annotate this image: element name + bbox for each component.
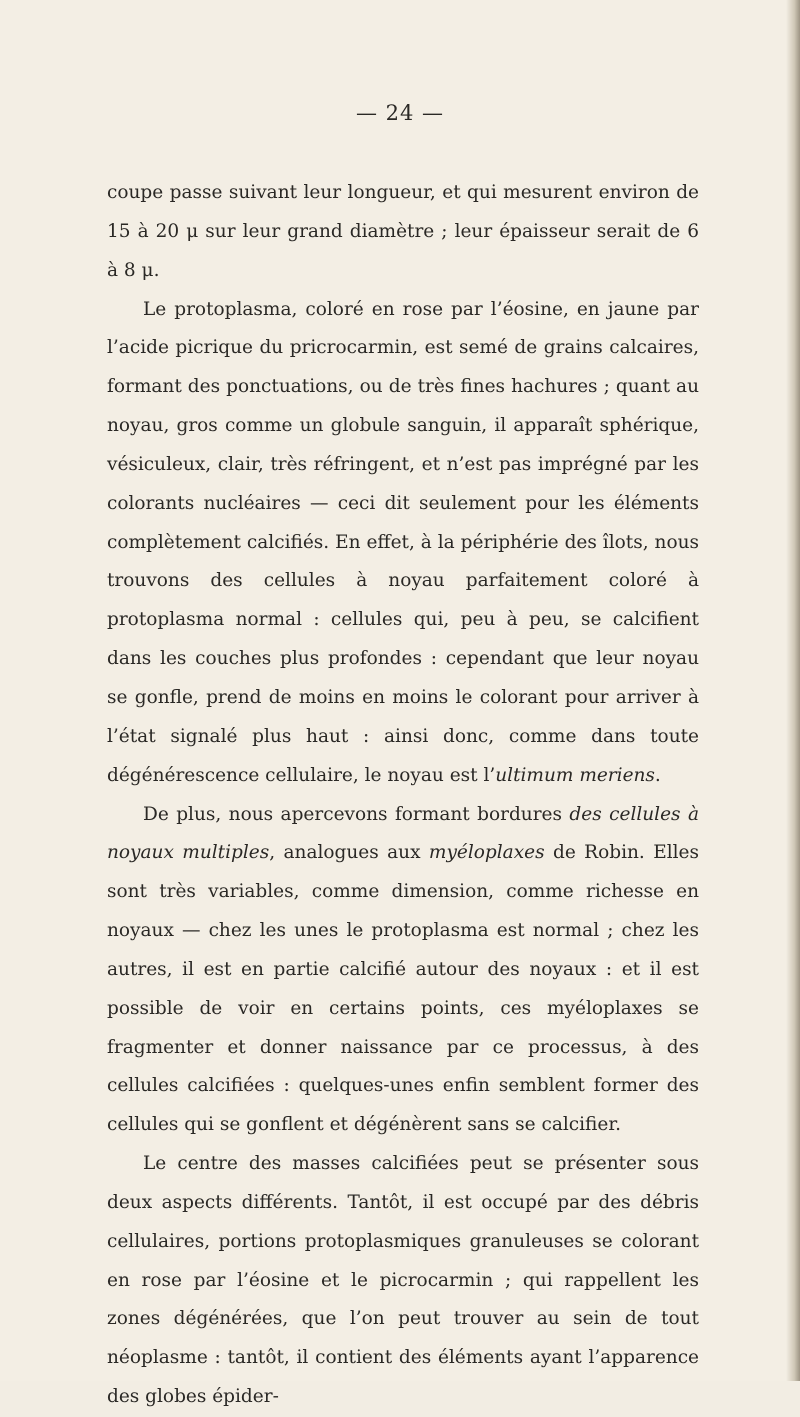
italic-text: myéloplaxes [428,842,545,864]
paragraph-3 [107,796,699,1146]
paragraph-1 [107,174,699,291]
body-text [107,174,699,1417]
italic-text: ultimum meriens [495,764,655,786]
paragraph-2 [107,291,699,796]
italic-text: des cellules à noyaux multiples [107,803,699,864]
text-run: De plus, nous apercevons formant bordures [143,803,570,825]
paragraph-4 [107,1145,699,1417]
page-number: — 24 — [355,101,445,125]
text-run: , analogues aux [269,842,429,864]
text-run: . [654,764,661,786]
text-run: de Robin. Elles sont très variables, comme dimension, comme richesse en noyaux — chez les unes le protoplasma est normal ; chez les autres, il est en partie calcifié autour des noyaux : et il est possible de voir en certains points, ces myéloplaxes se fragmenter et donner naissance par ce processus, à des cellules calcifiées : quelques-unes enfin semblent former des cellules qui se gonflent et dégénèrent sans se calcifier. [107,842,699,1136]
page-edge-shadow [786,0,800,1381]
text-run: Le centre des masses calcifiées peut se présenter sous deux aspects différents. Tantôt, il est occupé par des débris cellulaires, portions protoplasmiques granuleuses se colorant en rose par l’éosine et le picrocarmin ; qui rappellent les zones dégénérées, que l’on peut trouver au sein de tout néoplasme : tantôt, il contient des éléments ayant l’apparence des globes épider- [107,1153,699,1408]
text-run: coupe passe suivant leur longueur, et qui mesurent environ de 15 à 20 μ sur leur grand diamètre ; leur épaisseur serait de 6 à 8 μ. [107,182,699,281]
text-run: Le protoplasma, coloré en rose par l’éosine, en jaune par l’acide picrique du pricrocarmin, est semé de grains calcaires, formant des ponctuations, ou de très fines hachures ; quant au noyau, gros comme un globule sanguin, il apparaît sphérique, vésiculeux, clair, très réfringent, et n’est pas imprégné par les colorants nucléaires — ceci dit seulement pour les éléments complètement calcifiés. En effet, à la périphérie des îlots, nous trouvons des cellules à noyau parfaitement coloré à protoplasma normal : cellules qui, peu à peu, se calcifient dans les couches plus profondes : cependant que leur noyau se gonfle, prend de moins en moins le colorant pour arriver à l’état signalé plus haut : ainsi donc, comme dans toute dégénérescence cellulaire, le noyau est l’ [107,298,699,786]
